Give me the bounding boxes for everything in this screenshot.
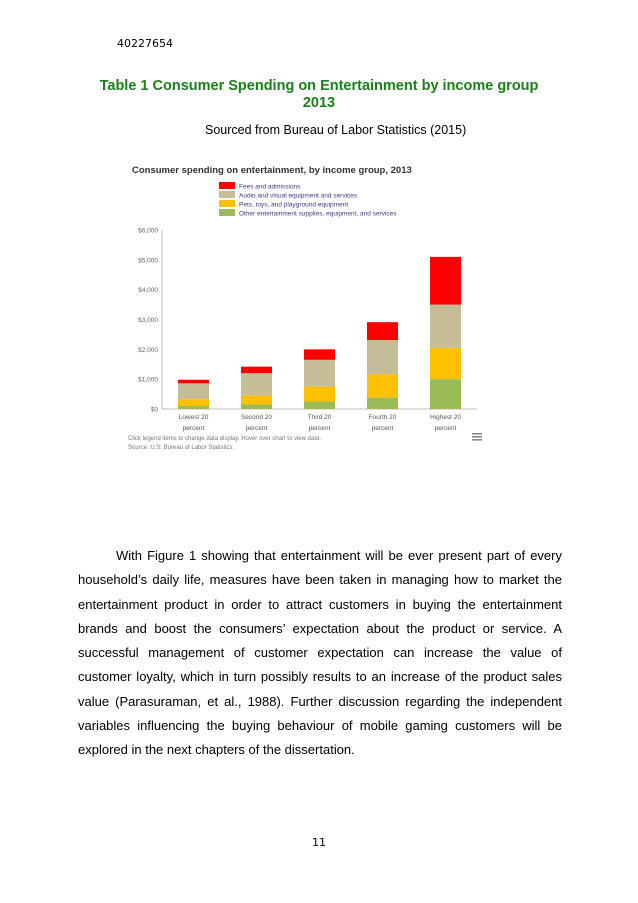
y-tick-label: $0 [150,406,158,414]
y-tick-label: $2,000 [138,346,158,354]
bar-segment[interactable] [304,349,335,359]
bar-segment[interactable] [367,398,398,409]
chart-source: Source: U.S. Bureau of Labor Statistics. [128,445,235,451]
x-tick-label: percent [371,425,394,432]
caption-line-1: Table 1 Consumer Spending on Entertainment by income group [99,78,539,94]
x-tick-label: Second 20 [240,414,273,421]
bar-segment[interactable] [304,360,335,387]
y-tick-label: $6,000 [138,227,158,235]
bar-segment[interactable] [430,379,461,409]
chart-note: Click legend items to change data display. Hover over chart to view data. [128,436,321,442]
bar-segment[interactable] [241,405,272,409]
bar-segment[interactable] [304,402,335,409]
bar-segment[interactable] [178,406,209,409]
x-tick-label: Third 20 [307,414,332,421]
bar-segment[interactable] [367,374,398,397]
caption-line-2: 2013 [302,95,336,111]
chart-title: Consumer spending on entertainment, by income group, 2013 [132,165,412,176]
legend-swatch[interactable] [219,191,235,198]
legend-label[interactable]: Audio and visual equipment and services [239,192,358,200]
bar-segment[interactable] [304,387,335,402]
legend-swatch[interactable] [219,200,235,207]
y-tick-label: $3,000 [138,317,158,324]
chart-figure[interactable] [120,156,490,456]
bar-segment[interactable] [241,396,272,405]
bar-segment[interactable] [430,257,461,305]
bar-segment[interactable] [367,340,398,374]
legend-label[interactable]: Fees and admissions [239,183,301,191]
x-tick-label: percent [434,425,457,432]
x-tick-label: Highest 20 [429,414,462,421]
y-tick-label: $1,000 [138,376,158,384]
x-tick-label: percent [182,425,205,432]
legend-label[interactable]: Other entertainment supplies, equipment, and services [239,210,397,218]
y-tick-label: $4,000 [138,287,158,295]
x-tick-label: percent [245,425,268,432]
y-tick-label: $5,000 [138,257,158,265]
bar-segment[interactable] [430,305,461,348]
bar-segment[interactable] [367,322,398,340]
chart-menu-icon[interactable] [472,433,482,435]
bar-segment[interactable] [241,367,272,374]
stacked-bar-chart[interactable] [120,156,490,456]
x-tick-label: percent [308,425,331,432]
chart-menu-icon[interactable] [472,439,482,441]
body-paragraph: With Figure 1 showing that entertainment will be ever present part of every household’s daily life, measures have been taken in managing how to market the entertainment product in order to attract customers in buying the entertainment brands and boost the consumers’ expectation about the product or service. A successful management of customer expectation can increase the value of customer loyalty, which in turn possibly results to an increase of the product sales value (Parasuraman, et al., 1988). Further discussion regarding the independent variables influencing the buying behaviour of mobile gaming customers will be explored in the next chapters of the dissertation. [78,548,562,758]
bar-segment[interactable] [241,373,272,395]
student-id: 40227654 [117,37,173,50]
body-text [78,544,562,763]
page-number: 11 [312,836,326,849]
bar-segment[interactable] [430,348,461,379]
x-tick-label: Lowest 20 [178,414,209,421]
x-tick-label: Fourth 20 [368,414,397,421]
chart-menu-icon[interactable] [472,436,482,438]
legend-label[interactable]: Pets, toys, and playground equipment [239,201,349,209]
table-caption [60,78,578,112]
legend-swatch[interactable] [219,209,235,216]
bar-segment[interactable] [178,380,209,384]
bar-segment[interactable] [178,399,209,406]
bar-segment[interactable] [178,383,209,399]
legend-swatch[interactable] [219,182,235,189]
source-line: Sourced from Bureau of Labor Statistics (2015) [205,123,467,137]
